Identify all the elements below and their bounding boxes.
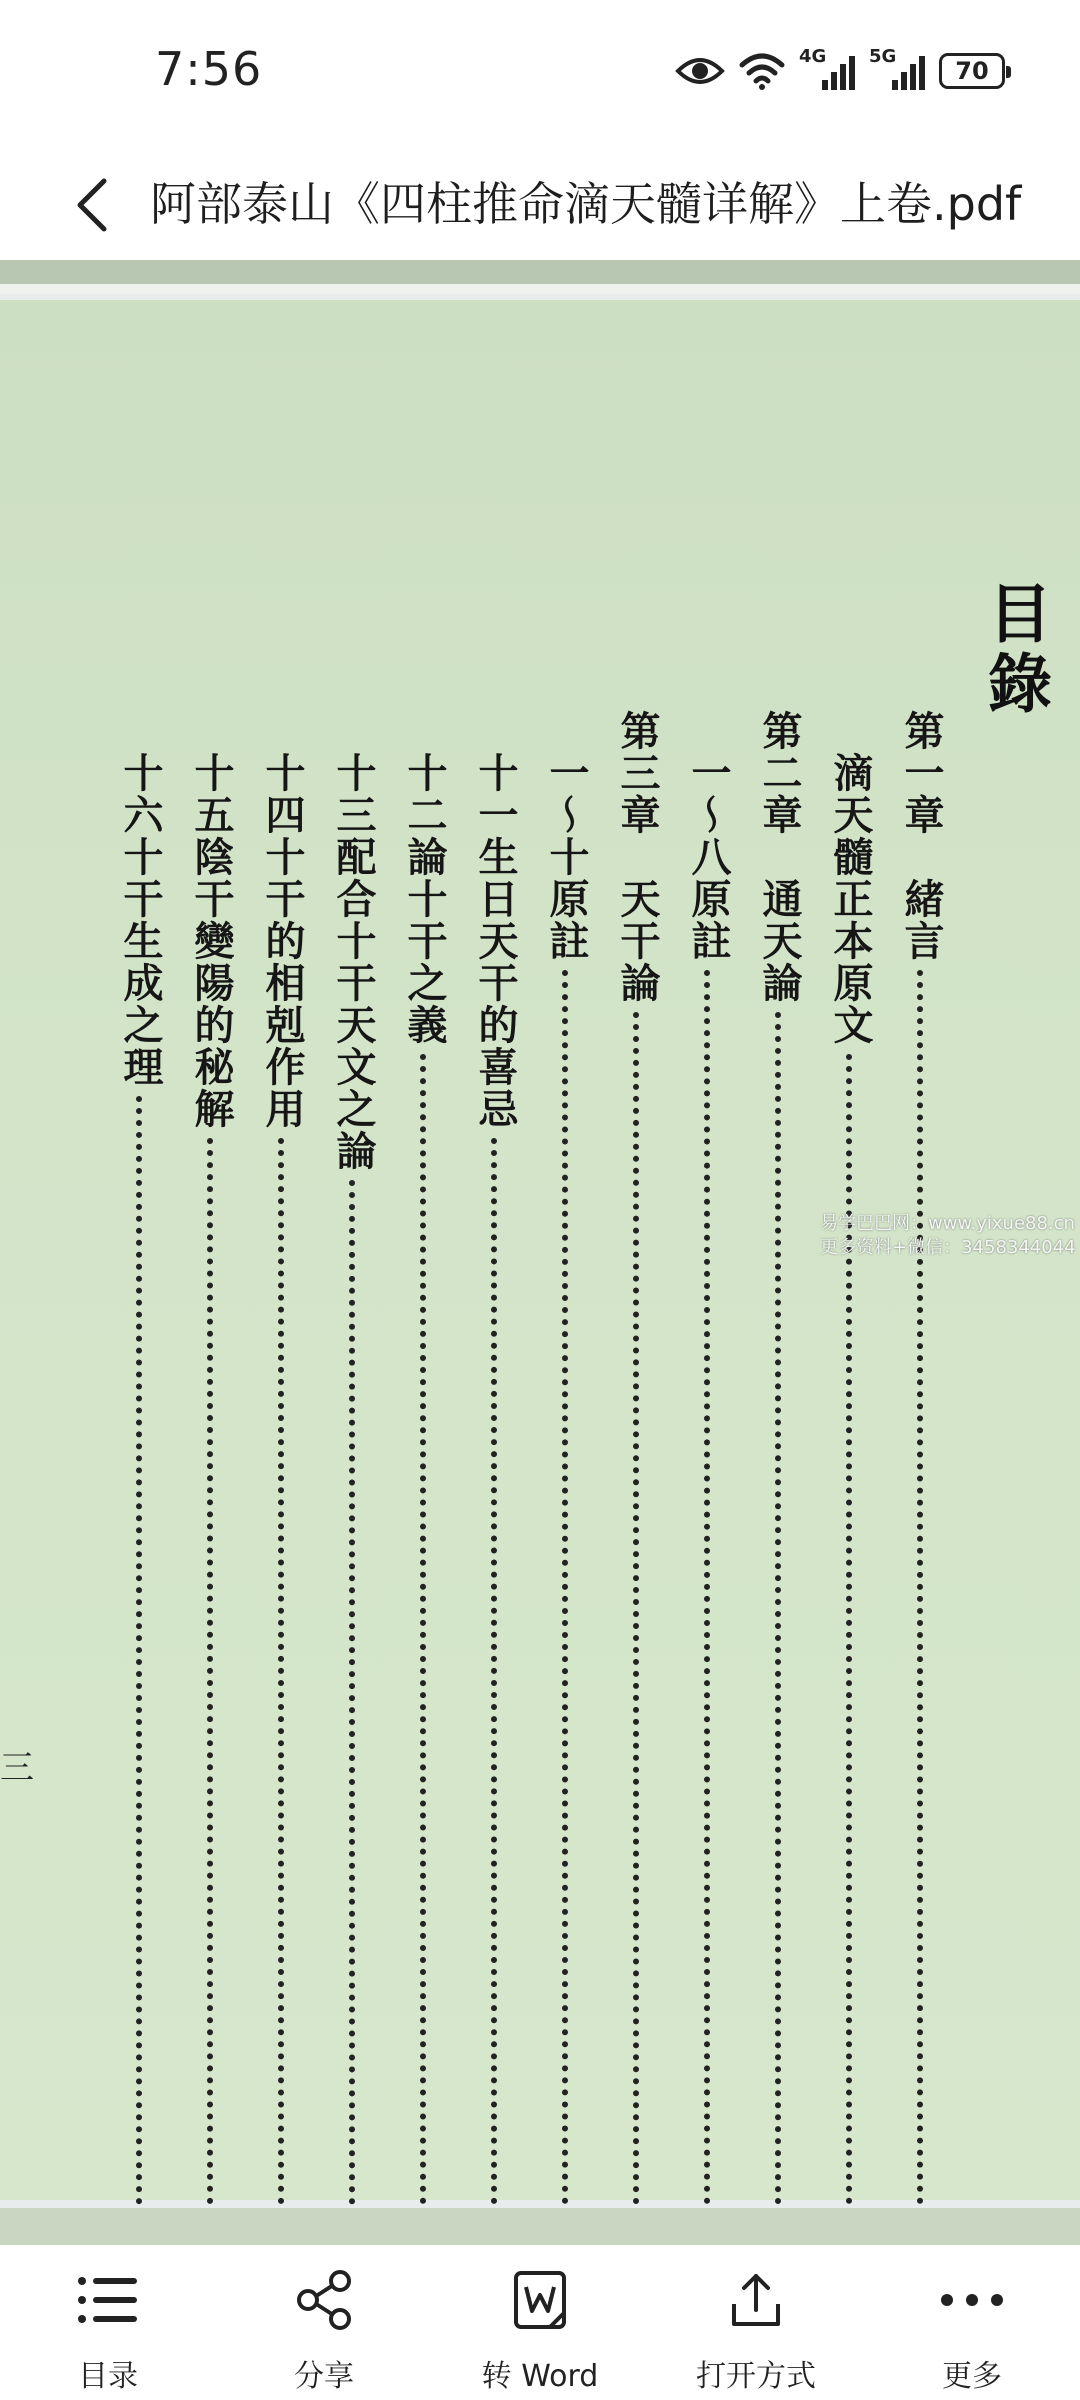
status-icons: [675, 46, 1005, 96]
convert-word-label: 转 Word: [481, 2359, 599, 2394]
leader-dots: [349, 1180, 355, 2245]
toc-entry: [392, 710, 463, 2245]
toc-entry-title: 第三章 天干論: [614, 710, 661, 1004]
leader-dots: [136, 1096, 142, 2245]
toc-entry-title: 第二章 通天論: [756, 710, 803, 1004]
pdf-page: [0, 300, 1080, 2200]
app-header: [0, 150, 1080, 260]
status-bar: [0, 0, 1080, 150]
toc-entry-title: 十一生日天干的喜忌: [472, 710, 519, 1130]
toc-entry-title: 十五陰干變陽的秘解: [188, 710, 235, 1130]
back-button[interactable]: [62, 172, 122, 238]
next-page-edge: [0, 2208, 1080, 2245]
chevron-left-icon: [74, 177, 110, 233]
toc-entry: [250, 710, 321, 2245]
toc-list: [60, 710, 960, 2245]
toc-entry-title: 第一章 緒言: [898, 710, 945, 962]
leader-dots: [207, 1138, 213, 2245]
toc-entry: [605, 710, 676, 2245]
more-icon: [939, 2267, 1005, 2333]
toc-entry: [534, 710, 605, 2245]
toc-entry: [321, 710, 392, 2245]
previous-page-edge: [0, 260, 1080, 284]
share-button[interactable]: [216, 2245, 432, 2400]
wifi-icon: [739, 51, 785, 91]
leader-dots: [278, 1138, 284, 2245]
watermark-line: 易学巴巴网：www.yixue88.cn: [820, 1213, 1075, 1234]
document-title: 阿部泰山《四柱推命滴天髓详解》上卷.pdf: [150, 177, 1022, 231]
leader-dots: [420, 1054, 426, 2245]
battery-level: 70: [955, 57, 989, 85]
toc-button-label: 目录: [78, 2359, 138, 2394]
page-number: 三: [0, 1748, 34, 1788]
toc-entry-title: 十三配合十干天文之論: [330, 710, 377, 1172]
toc-entry-title: 滴天髓正本原文: [827, 710, 874, 1046]
toc-entry-title: 一～八原註: [685, 710, 732, 962]
toc-entry: [463, 710, 534, 2245]
toc-entry-title: 一～十原註: [543, 710, 590, 962]
convert-word-button[interactable]: [432, 2245, 648, 2400]
list-icon: [75, 2267, 141, 2333]
toc-entry: [747, 710, 818, 2245]
clock: 7:56: [155, 42, 263, 96]
more-button-label: 更多: [942, 2359, 1002, 2394]
leader-dots: [775, 1012, 781, 2245]
toc-entry: [676, 710, 747, 2245]
watermark-line: 更多资料+微信：3458344044: [820, 1237, 1076, 1258]
toc-entry: [108, 710, 179, 2245]
word-icon: [507, 2267, 573, 2333]
page-gap: [0, 284, 1080, 294]
upload-icon: [723, 2267, 789, 2333]
leader-dots: [704, 970, 710, 2245]
watermark: [820, 1212, 1076, 1260]
toc-entry-title: 十四十干的相剋作用: [259, 710, 306, 1130]
leader-dots: [562, 970, 568, 2245]
bottom-toolbar: [0, 2245, 1080, 2400]
signal-5g-icon: [869, 48, 925, 94]
share-icon: [291, 2267, 357, 2333]
toc-entry: [889, 710, 960, 2245]
leader-dots: [491, 1138, 497, 2245]
toc-entry: [179, 710, 250, 2245]
pdf-viewer[interactable]: [0, 260, 1080, 2245]
network-label-5g: 5G: [869, 46, 897, 67]
network-label-4g: 4G: [799, 46, 827, 67]
leader-dots: [633, 1012, 639, 2245]
toc-entry-title: 十六十干生成之理: [117, 710, 164, 1088]
toc-entry: [818, 710, 889, 2245]
battery-icon: [939, 53, 1005, 89]
open-with-button[interactable]: [648, 2245, 864, 2400]
toc-heading: 目錄: [977, 580, 1052, 720]
leader-dots: [917, 970, 923, 2245]
toc-button[interactable]: [0, 2245, 216, 2400]
eye-icon: [675, 53, 725, 89]
open-with-label: 打开方式: [696, 2359, 816, 2394]
share-button-label: 分享: [294, 2359, 354, 2394]
toc-entry-title: 十二論十干之義: [401, 710, 448, 1046]
more-button[interactable]: [864, 2245, 1080, 2400]
signal-4g-icon: [799, 48, 855, 94]
